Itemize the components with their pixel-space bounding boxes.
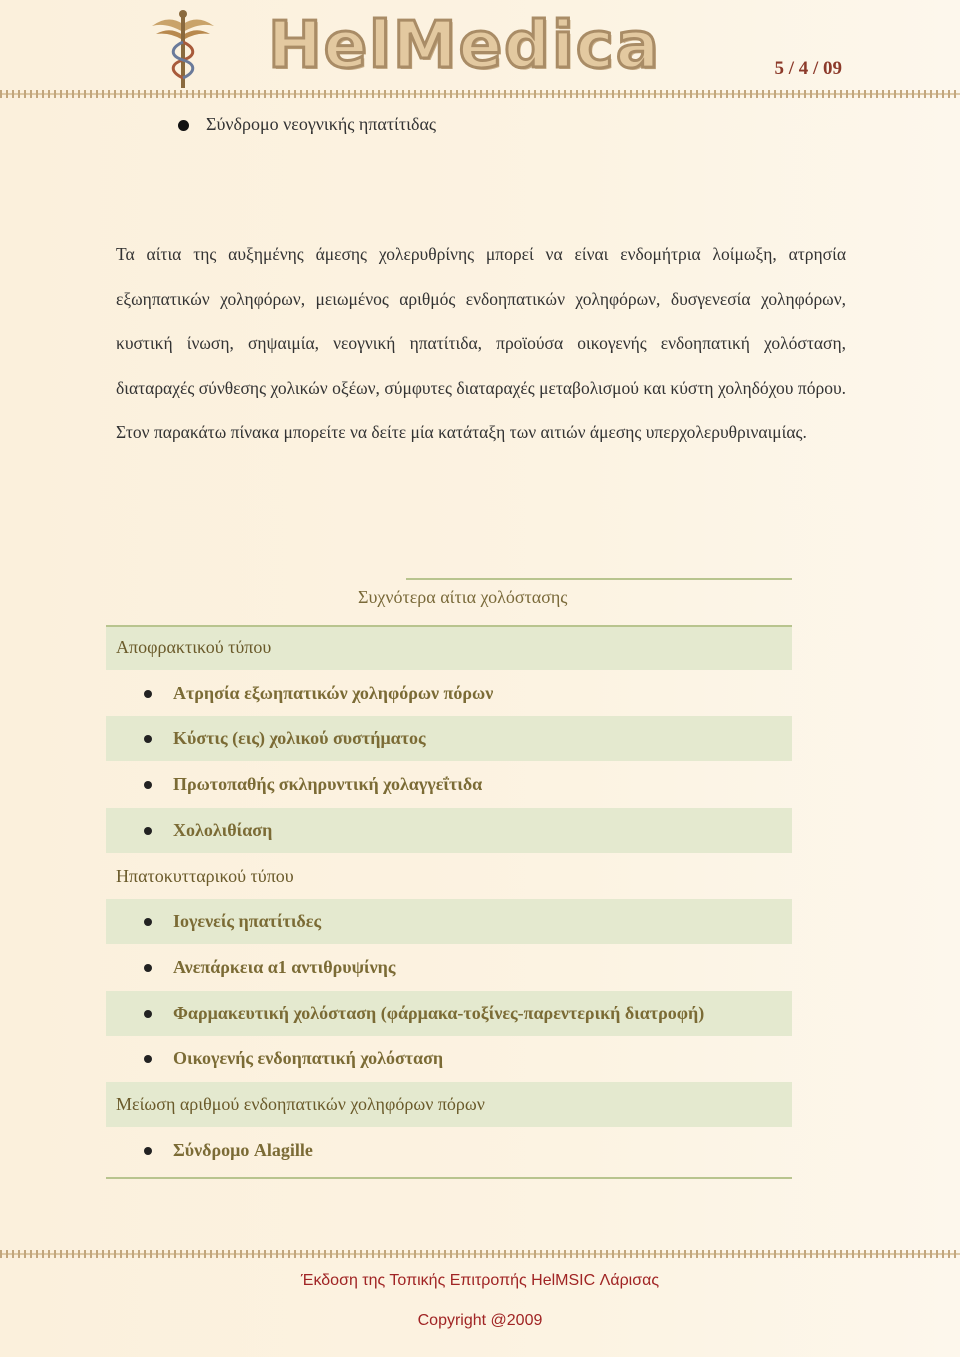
cause-label: Σύνδρομο Alagille [173, 1139, 313, 1160]
caduceus-logo-icon [148, 8, 218, 90]
bullet-icon [144, 735, 152, 743]
cause-label: Πρωτοπαθής σκληρυντική χολαγγεΐτιδα [173, 774, 483, 795]
bullet-icon [144, 827, 152, 835]
bullet-icon [144, 1010, 152, 1018]
cause-label: Χολολιθίαση [173, 819, 273, 840]
table-row [106, 1128, 792, 1173]
cause-label: Ανεπάρκεια α1 αντιθρυψίνης [173, 956, 396, 977]
helmedica-wordmark: HelMedica [268, 9, 661, 83]
bullet-icon [144, 690, 152, 698]
bullet-icon [144, 1147, 152, 1155]
table-row [106, 899, 792, 944]
table-row [106, 762, 792, 807]
issue-date: 5 / 4 / 09 [774, 58, 842, 79]
table-top-rule [406, 578, 792, 580]
bullet-icon [144, 1055, 152, 1063]
bullet-icon [144, 918, 152, 926]
footer-copyright: Copyright @2009 [417, 1312, 543, 1329]
table-row [106, 671, 792, 716]
section-heading: Σύνδρομο νεογνικής ηπατίτιδας [206, 114, 437, 134]
cause-label: Ατρησία εξωηπατικών χοληφόρων πόρων [173, 682, 494, 703]
table-row [106, 991, 792, 1036]
cause-label: Οικογενής ενδοηπατική χολόσταση [173, 1048, 444, 1069]
cause-label: Κύστις (εις) χολικού συστήματος [173, 728, 426, 749]
decorative-border-bottom [0, 1250, 960, 1258]
category-label: Ηπατοκυτταρικού τύπου [116, 865, 294, 886]
bullet-icon [144, 781, 152, 789]
decorative-border-top [0, 90, 960, 98]
table-row [106, 945, 792, 990]
table-row [106, 808, 792, 853]
body-paragraph: Τα αίτια της αυξημένης άμεσης χολερυθρίνης μπορεί να είναι ενδομήτρια λοίμωξη, ατρησία εξωηπατικών χοληφόρων, μειωμένος αριθμός ενδοηπατικών χοληφόρων, δυσγενεσία χοληφόρων, κυστική ίνωση, σηψαιμία, νεογνική ηπατίτιδα, προϊούσα οικογενής ενδοηπατική χολόσταση, διαταραχές σύνθεσης χολικών οξέων, σύμφυτες διαταραχές μεταβολισμού και κύστη χοληδόχου πόρου. Στον παρακάτω πίνακα μπορείτε να δείτε μία κατάταξη των αιτιών άμεσης υπερχολερυθριναιμίας. [116, 244, 846, 443]
footer-publisher: Έκδοση της Τοπικής Επιτροπής HelMSIC Λάρισας [300, 1272, 660, 1289]
table-bottom-rule [106, 1177, 792, 1179]
cause-label: Ιογενείς ηπατίτιδες [173, 911, 322, 932]
table-category-row [106, 854, 792, 899]
page-header [0, 0, 960, 100]
category-label: Αποφρακτικού τύπου [116, 637, 272, 657]
bullet-icon [144, 964, 152, 972]
table-category-row [106, 1082, 792, 1127]
cause-label: Φαρμακευτική χολόσταση (φάρμακα-τοξίνες-παρεντερική διατροφή) [173, 1002, 705, 1023]
table-row [106, 716, 792, 761]
table-category-row [106, 625, 792, 670]
bullet-icon [178, 120, 189, 131]
table-title: Συχνότερα αίτια χολόστασης [358, 587, 568, 607]
category-label: Μείωση αριθμού ενδοηπατικών χοληφόρων πόρων [116, 1094, 485, 1114]
table-row [106, 1036, 792, 1081]
